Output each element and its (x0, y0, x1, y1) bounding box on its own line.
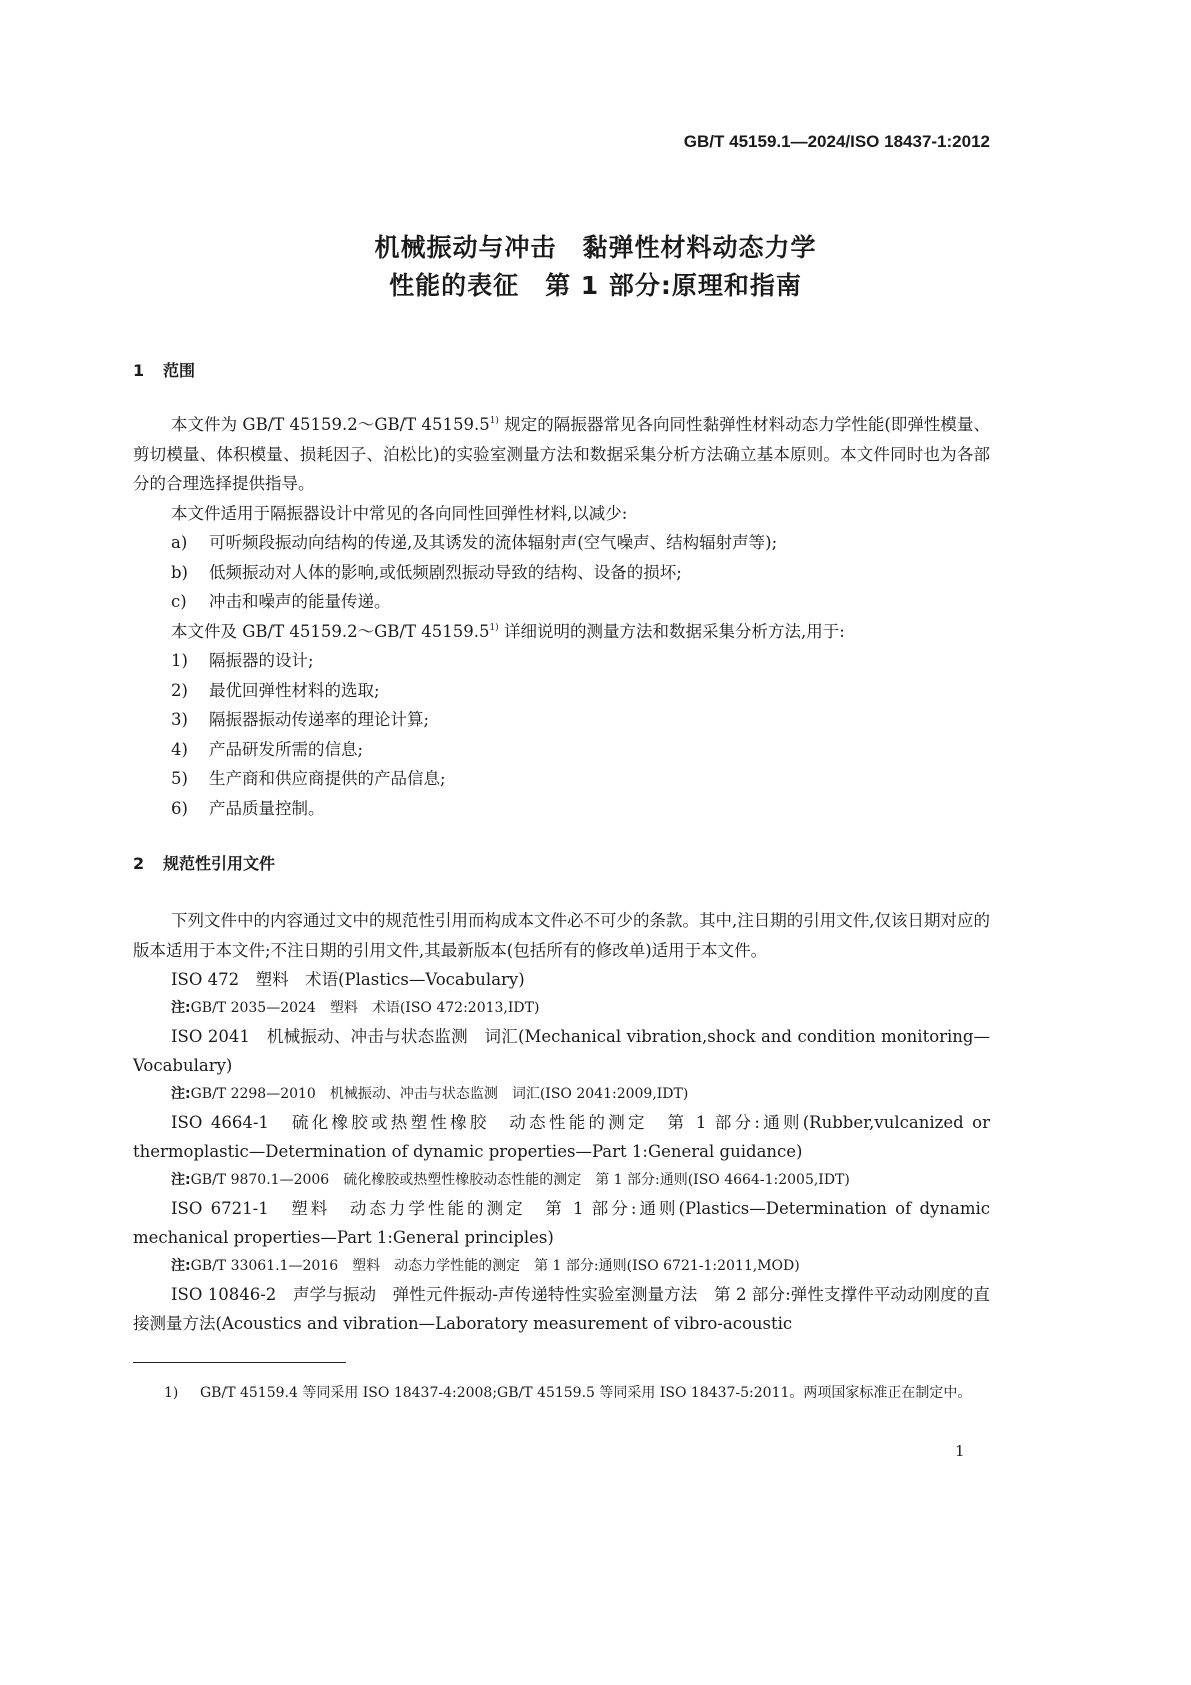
list-text: 产品质量控制。 (209, 798, 325, 818)
section-1-body (133, 410, 990, 823)
scope-paragraph (133, 617, 990, 647)
reference-note (133, 995, 990, 1022)
list-marker: 4) (171, 739, 188, 759)
normative-reference: ISO 472 塑料 术语(Plastics—Vocabulary) (171, 970, 525, 989)
section-title: 范围 (163, 361, 196, 380)
footnote-ref: 1) (489, 622, 499, 633)
normative-reference: ISO 10846-2 声学与振动 弹性元件振动-声传递特性实验室测量方法 第 2 部分:弹性支撑件平动动刚度的直接测量方法(Acoustics and vibration—Laboratory measurement of vibro-acoustic (133, 1284, 990, 1333)
list-item (133, 587, 990, 617)
list-marker: 2) (171, 680, 188, 700)
list-marker: 3) (171, 710, 188, 729)
document-title-line2: 性能的表征 第 1 部分:原理和指南 (389, 271, 802, 300)
scope-paragraph (133, 410, 990, 499)
reference-note (133, 1253, 990, 1280)
list-marker: 1) (171, 651, 188, 670)
list-text: 可听频段振动向结构的传递,及其诱发的流体辐射声(空气噪声、结构辐射声等); (209, 533, 778, 552)
list-item (133, 528, 990, 558)
note-label: 注: (171, 1257, 191, 1274)
document-title-line1: 机械振动与冲击 黏弹性材料动态力学 (374, 233, 817, 262)
normative-reference: ISO 4664-1 硫化橡胶或热塑性橡胶 动态性能的测定 第 1 部分:通则(Rubber,vulcanized or thermoplastic—Determination of dynamic properties—Part 1:General guidance) (133, 1112, 990, 1161)
note-text: GB/T 2035—2024 塑料 术语(ISO 472:2013,IDT) (190, 999, 540, 1016)
list-item (133, 735, 990, 765)
normative-intro: 下列文件中的内容通过文中的规范性引用而构成本文件必不可少的条款。其中,注日期的引用文件,仅该日期对应的版本适用于本文件;不注日期的引用文件,其最新版本(包括所有的修改单)适用于本文件。 (133, 911, 990, 960)
list-item (133, 646, 990, 676)
scope-paragraph: 本文件适用于隔振器设计中常见的各向同性回弹性材料,以减少: (171, 503, 628, 523)
note-label: 注: (171, 1171, 191, 1188)
normative-reference: ISO 6721-1 塑料 动态力学性能的测定 第 1 部分:通则(Plastics—Determination of dynamic mechanical properties—Part 1:General principles) (133, 1198, 990, 1247)
list-marker: c) (171, 592, 187, 611)
footnote (164, 1380, 990, 1407)
footnote-mark: 1) (164, 1385, 179, 1401)
list-text: 低频振动对人体的影响,或低频剧烈振动导致的结构、设备的损坏; (209, 562, 682, 582)
note-text: GB/T 2298—2010 机械振动、冲击与状态监测 词汇(ISO 2041:2009,IDT) (190, 1085, 689, 1102)
section-1-heading (133, 358, 195, 381)
section-number: 1 (133, 361, 145, 380)
list-text: 隔振器振动传递率的理论计算; (209, 710, 430, 729)
list-text: 最优回弹性材料的选取; (209, 680, 380, 700)
section-number: 2 (133, 854, 145, 873)
note-label: 注: (171, 1085, 191, 1102)
list-marker: 5) (171, 769, 188, 788)
list-text: 生产商和供应商提供的产品信息; (209, 769, 446, 788)
note-text: GB/T 33061.1—2016 塑料 动态力学性能的测定 第 1 部分:通则(ISO 6721-1:2011,MOD) (190, 1257, 800, 1274)
section-2-body (133, 906, 990, 1339)
footnote-text: GB/T 45159.4 等同采用 ISO 18437-4:2008;GB/T 45159.5 等同采用 ISO 18437-5:2011。两项国家标准正在制定中。 (200, 1385, 972, 1401)
list-item (133, 794, 990, 824)
normative-reference: ISO 2041 机械振动、冲击与状态监测 词汇(Mechanical vibration,shock and condition monitoring—Vocabulary) (133, 1026, 990, 1075)
page-number: 1 (955, 1442, 965, 1460)
list-item (133, 676, 990, 706)
reference-note (133, 1081, 990, 1108)
list-item (133, 558, 990, 588)
text: 详细说明的测量方法和数据采集分析方法,用于: (498, 621, 845, 641)
footnote-divider (133, 1362, 346, 1363)
text: 本文件及 GB/T 45159.2～GB/T 45159.5 (171, 621, 490, 641)
reference-note (133, 1167, 990, 1194)
text: 规定的隔振器常见各向同性黏弹性材料动态力学性能(即弹性模量、剪切模量、体积模量、损耗因子、泊松比)的实验室测量方法和数据采集分析方法确立基本原则。本文件同时也为各部分的合理选择提供指导。 (133, 415, 990, 493)
list-marker: a) (171, 533, 188, 552)
list-text: 产品研发所需的信息; (209, 739, 364, 759)
standard-number-header: GB/T 45159.1—2024/ISO 18437-1:2012 (683, 132, 990, 151)
list-item (133, 764, 990, 794)
list-marker: 6) (171, 798, 188, 818)
list-marker: b) (171, 562, 188, 582)
list-text: 冲击和噪声的能量传递。 (209, 592, 391, 611)
list-item (133, 705, 990, 735)
text: 本文件为 GB/T 45159.2～GB/T 45159.5 (171, 415, 490, 434)
note-text: GB/T 9870.1—2006 硫化橡胶或热塑性橡胶动态性能的测定 第 1 部分:通则(ISO 4664-1:2005,IDT) (190, 1171, 850, 1188)
note-label: 注: (171, 999, 191, 1016)
footnote-ref: 1) (489, 416, 499, 426)
section-title: 规范性引用文件 (163, 854, 276, 873)
section-2-heading (133, 851, 275, 874)
list-text: 隔振器的设计; (209, 651, 314, 670)
